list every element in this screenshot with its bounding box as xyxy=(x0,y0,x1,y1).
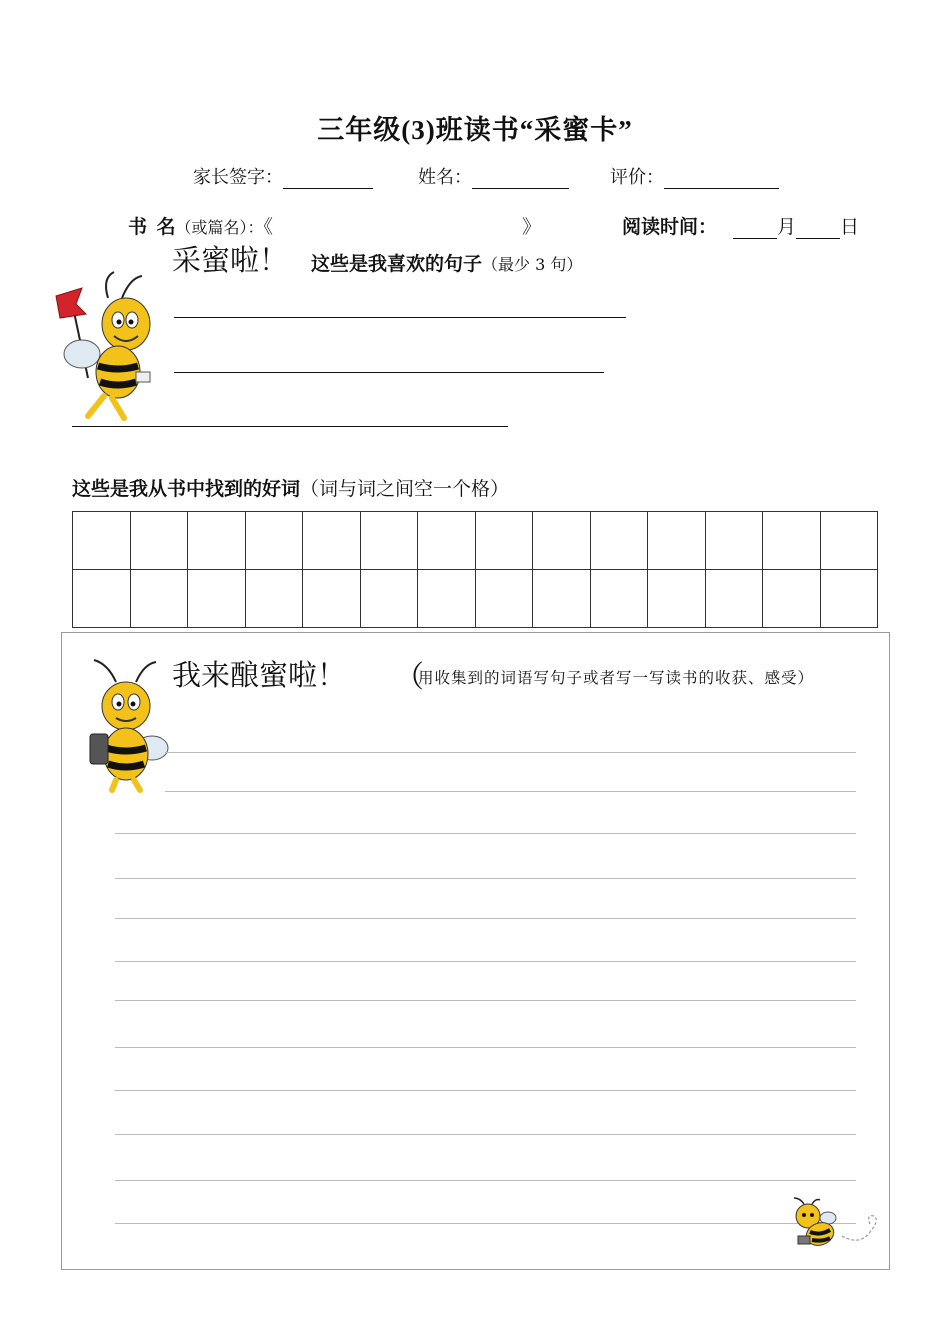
grid-row xyxy=(73,570,878,628)
grid-cell[interactable] xyxy=(130,512,188,570)
words-grid[interactable] xyxy=(72,511,878,628)
writing-line[interactable] xyxy=(115,1090,856,1091)
grid-cell[interactable] xyxy=(130,570,188,628)
book-note: （或篇名）： xyxy=(175,218,264,237)
brew-instruction: 用收集到的词语写句子或者写一写读书的收获、感受） xyxy=(418,669,815,687)
grid-cell[interactable] xyxy=(705,512,763,570)
name-field[interactable] xyxy=(418,163,569,189)
sentence-line[interactable] xyxy=(72,426,508,427)
writing-line[interactable] xyxy=(115,1047,856,1048)
grid-row xyxy=(73,512,878,570)
grid-cell[interactable] xyxy=(73,570,131,628)
grid-cell[interactable] xyxy=(73,512,131,570)
words-note: （词与词之间空一个格） xyxy=(300,478,510,500)
words-title: 这些是我从书中找到的好词 xyxy=(72,478,301,500)
grid-cell[interactable] xyxy=(303,512,361,570)
grid-cell[interactable] xyxy=(705,570,763,628)
grid-cell[interactable] xyxy=(360,512,418,570)
month-blank[interactable] xyxy=(733,218,777,239)
writing-line[interactable] xyxy=(115,878,856,879)
name-blank[interactable] xyxy=(472,168,569,189)
flying-bee-icon xyxy=(790,1196,886,1256)
bee-with-flag-icon xyxy=(52,270,162,422)
reading-time-field[interactable] xyxy=(733,212,859,239)
grid-cell[interactable] xyxy=(245,512,303,570)
writing-line[interactable] xyxy=(165,791,856,792)
brew-honey-heading: 我来酿蜜啦！ xyxy=(172,658,347,692)
writing-line[interactable] xyxy=(115,1180,856,1181)
grid-cell[interactable] xyxy=(763,570,821,628)
writing-line[interactable] xyxy=(115,961,856,962)
parent-sign-label: 家长签字： xyxy=(193,167,283,188)
parent-sign-blank[interactable] xyxy=(283,168,373,189)
sentence-line[interactable] xyxy=(174,372,604,373)
book-label: 书 名 xyxy=(128,217,176,238)
grid-cell[interactable] xyxy=(820,512,878,570)
sentence-line[interactable] xyxy=(174,317,626,318)
page-title: 三年级(3)班读书“采蜜卡” xyxy=(317,115,633,145)
grid-cell[interactable] xyxy=(763,512,821,570)
sentences-note: （最少 3 句） xyxy=(482,255,583,274)
grid-cell[interactable] xyxy=(648,570,706,628)
grid-cell[interactable] xyxy=(475,512,533,570)
evaluation-label: 评价： xyxy=(610,167,664,188)
grid-cell[interactable] xyxy=(475,570,533,628)
grid-cell[interactable] xyxy=(245,570,303,628)
collect-honey-heading: 采蜜啦！ xyxy=(172,243,289,277)
grid-cell[interactable] xyxy=(820,570,878,628)
writing-line[interactable] xyxy=(115,1134,856,1135)
brew-open-paren: （ xyxy=(394,660,424,695)
grid-cell[interactable] xyxy=(533,512,591,570)
day-blank[interactable] xyxy=(796,218,840,239)
evaluation-blank[interactable] xyxy=(664,168,779,189)
writing-line[interactable] xyxy=(115,1223,856,1224)
words-title-wrap xyxy=(72,474,509,501)
grid-cell[interactable] xyxy=(360,570,418,628)
close-book-quote: 》 xyxy=(522,216,542,238)
sentences-title-wrap xyxy=(311,249,582,276)
grid-cell[interactable] xyxy=(303,570,361,628)
sentences-title: 这些是我喜欢的句子 xyxy=(311,253,483,275)
month-label: 月 xyxy=(777,216,797,238)
grid-cell[interactable] xyxy=(590,512,648,570)
grid-cell[interactable] xyxy=(188,570,246,628)
parent-sign-field[interactable] xyxy=(193,163,373,189)
name-label: 姓名： xyxy=(418,167,472,188)
writing-box xyxy=(61,632,890,1270)
grid-cell[interactable] xyxy=(648,512,706,570)
grid-cell[interactable] xyxy=(418,512,476,570)
writing-line[interactable] xyxy=(115,833,856,834)
reading-time-label: 阅读时间： xyxy=(622,216,718,238)
writing-line[interactable] xyxy=(165,752,856,753)
writing-line[interactable] xyxy=(115,1000,856,1001)
grid-cell[interactable] xyxy=(590,570,648,628)
open-book-quote: 《 xyxy=(263,216,274,238)
evaluation-field[interactable] xyxy=(610,163,779,189)
grid-cell[interactable] xyxy=(188,512,246,570)
grid-cell[interactable] xyxy=(418,570,476,628)
bee-with-book-icon xyxy=(86,656,172,794)
grid-cell[interactable] xyxy=(533,570,591,628)
day-label: 日 xyxy=(840,216,860,238)
writing-line[interactable] xyxy=(115,918,856,919)
book-title-field[interactable] xyxy=(128,212,273,239)
